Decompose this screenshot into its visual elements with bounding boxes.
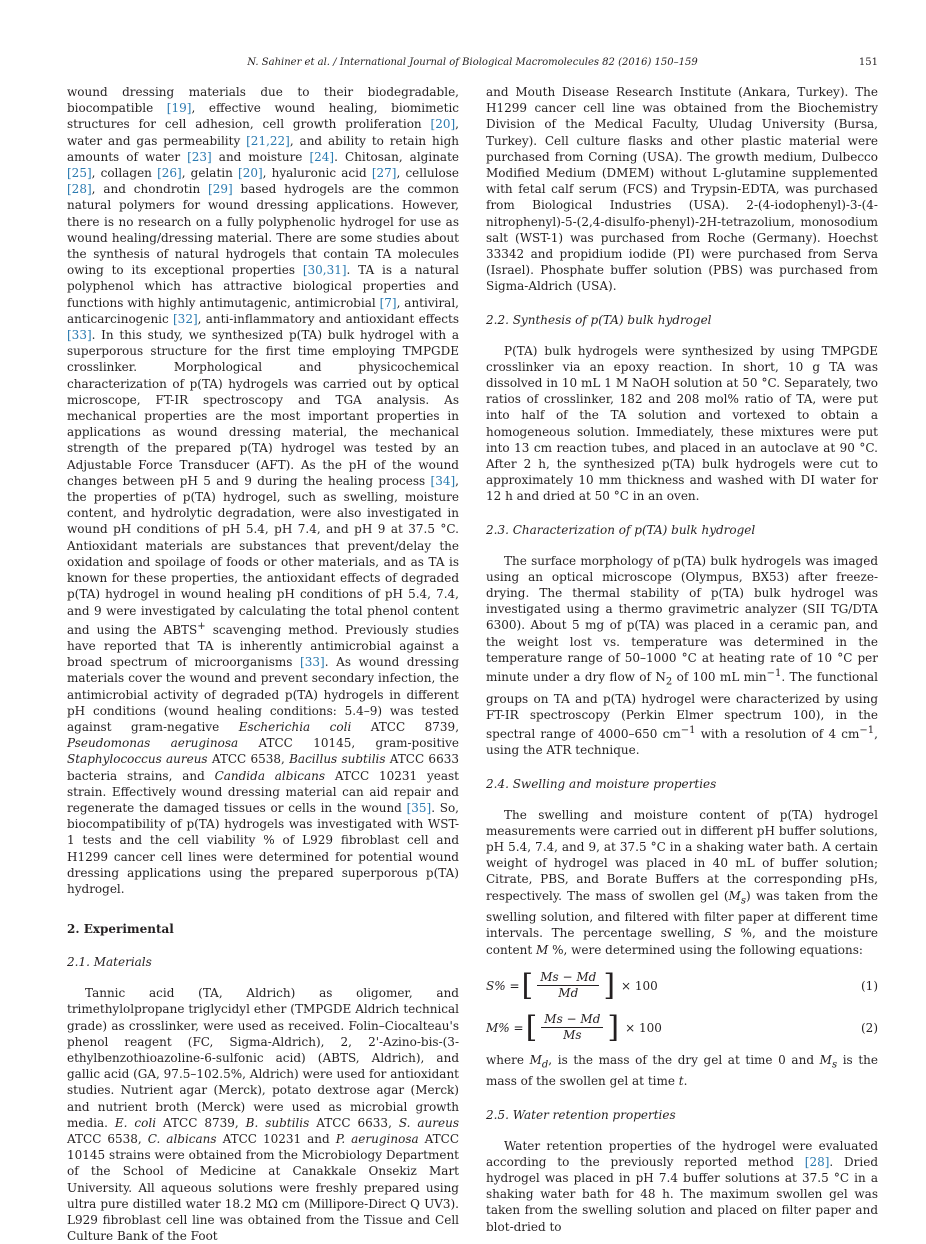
- citation-link[interactable]: [33]: [67, 328, 92, 343]
- citation-link[interactable]: [35]: [406, 800, 432, 815]
- materials-continued-paragraph: and Mouth Disease Research Institute (Ankara, Turkey). The H1299 cancer cell line was obtained from the Biochemistry Division of the Medical Faculty, Uludag University (Bursa, Turkey). Cell culture flasks and other plastic material were purchased from Corning (USA). The growth medium, Dulbecco Modified Medium (DMEM) without L-glutamine supplemented with fetal calf serum (FCS) and Trypsin-EDTA, was purchased from Biological Industries (USA). 2-(4-iodophenyl)-3-(4-nitrophenyl)-5-(2,4-disulfo-phenyl)-2H-tetrazolium, monosodium salt (WST-1) was purchased from Roche (Germany). Hoechst 33342 and propidium iodide (PI) were purchased from Serva (Israel). Phosphate buffer solution (PBS) was purchased from Sigma-Aldrich (USA).: [486, 85, 878, 294]
- equation-denominator: Md: [558, 986, 579, 1001]
- citation-link[interactable]: [7]: [379, 295, 397, 310]
- materials-paragraph: Tannic acid (TA, Aldrich) as oligomer, and trimethylolpropane triglycidyl ether (TMPGDE Aldrich technical grade) as crosslinker, were used as received. Folin–Ciocalteau's phenol reagent (FC, Sigma-Aldrich), 2, 2'-Azino-bis-(3-ethylbenzothioazoline-6-sulfonic acid) (ABTS, Aldrich), and gallic acid (GA, 97.5–102.5%, Aldrich) were used for antioxidant studies. Nutrient agar (Merck), potato dextrose agar (Merck) and nutrient broth (Merck) were used as microbial growth media. E. coli ATCC 8739, B. subtilis ATCC 6633, S. aureus ATCC 6538, C. albicans ATCC 10231 and P. aeruginosa ATCC 10145 strains were obtained from the Microbiology Department of the School of Medicine at Canakkale Onsekiz Mart University. All aqueous solutions were freshly prepared using ultra pure distilled water 18.2 MΩ cm (Millipore-Direct Q UV3). L929 fibroblast cell line was obtained from the Tissue and Cell Culture Bank of the Foot: [67, 986, 460, 1244]
- citation-link[interactable]: [26]: [157, 166, 182, 181]
- equation-explanation: where $M_d$, is the mass of the dry gel at time 0 and $M_s$ is the mass of the swollen gel at time t.: [486, 1052, 878, 1089]
- equation-multiplier: × 100: [625, 1020, 662, 1035]
- swelling-paragraph: The swelling and moisture content of p(TA) hydrogel measurements were carried out in different pH buffer solutions, pH 5.4, 7.4, and 9, at 37.5 °C in a shaking water bath. A certain weight of hydrogel was placed in 40 mL of buffer solution; Citrate, PBS, and Borate Buffers at the corresponding pHs, respectively. The mass of swollen gel $(M_s)$ was taken from the swelling solution, and filtered with filter paper at different time intervals. The percentage swelling, S %, and the moisture content M %, were determined using the following equations:: [486, 807, 878, 957]
- citation-link[interactable]: [29]: [208, 182, 233, 197]
- characterization-paragraph: The surface morphology of p(TA) bulk hydrogels was imaged using an optical microscope (Olympus, BX53) after freeze-drying. The thermal stability of p(TA) bulk hydrogel was investigated using a thermo gravimetric analyzer (SII TG/DTA 6300). About 5 mg of p(TA) was placed in a ceramic pan, and the weight lost vs. temperature was determined in the temperature range of 50–1000 °C at heating rate of 10 °C per minute under a dry flow of $N_2$ of 100 mL $\min^{-1}$. The functional groups on TA and p(TA) hydrogel were characterized by using FT-IR spectroscopy (Perkin Elmer spectrum 100), in the spectral range of 4000–650 $cm^{-1}$ with a resolution of 4 $cm^{-1}$, using the ATR technique.: [486, 553, 878, 758]
- citation-link[interactable]: [30,31]: [302, 263, 347, 278]
- subsection-heading-characterization: 2.3. Characterization of p(TA) bulk hydrogel: [486, 522, 756, 537]
- citation-link[interactable]: [28]: [67, 182, 92, 197]
- citation-link[interactable]: [27]: [371, 166, 397, 181]
- left-column: [67, 84, 459, 1244]
- journal-citation: N. Sahiner et al. / International Journal of Biological Macromolecules 82 (2016) 150–159: [247, 57, 698, 68]
- equation-number: (1): [861, 978, 878, 993]
- equation-numerator: Ms − Md: [537, 970, 599, 986]
- equation-lhs: M% =: [486, 1020, 524, 1035]
- citation-link[interactable]: [34]: [430, 473, 456, 488]
- equation-numerator: Ms − Md: [541, 1012, 603, 1028]
- subsection-heading-water-retention: 2.5. Water retention properties: [486, 1107, 676, 1122]
- running-head: [67, 56, 878, 70]
- citation-link[interactable]: [20]: [238, 166, 263, 181]
- section-heading-experimental: 2. Experimental: [67, 922, 174, 937]
- intro-paragraph: wound dressing materials due to their biodegradable, biocompatible [19], effective wound healing, biomimetic structures for cell adhesion, cell growth proliferation [20], water and gas permeability [21,22], and ability to retain high amounts of water [23] and moisture [24]. Chitosan, alginate [25], collagen [26], gelatin [20], hyaluronic acid [27], cellulose [28], and chondrotin [29] based hydrogels are the common natural polymers for wound dressing applications. However, there is no research on a fully polyphenolic hydrogel for use as wound healing/dressing material. There are some studies about the synthesis of natural hydrogels that contain TA molecules owing to its exceptional properties [30,31]. TA is a natural polyphenol which has attractive biological properties and functions with highly antimutagenic, antimicrobial [7], antiviral, anticarcinogenic [32], anti-inflammatory and antioxidant effects [33]. In this study, we synthesized p(TA) bulk hydrogel with a superporous structure for the first time employing TMPGDE crosslinker. Morphological and physicochemical characterization of p(TA) hydrogels was carried out by optical microscope, FT-IR spectroscopy and TGA analysis. As mechanical properties are the most important properties in applications as wound dressing material, the mechanical strength of the prepared p(TA) hydrogel was tested by an Adjustable Force Transducer (AFT). As the pH of the wound changes between pH 5 and 9 during the healing process [34], the properties of p(TA) hydrogel, such as swelling, moisture content, and hydrolytic degradation, were also investigated in wound pH conditions of pH 5.4, pH 7.4, and pH 9 at 37.5 °C. Antioxidant materials are substances that prevent/delay the oxidation and spoilage of foods or other materials, and as TA is known for these properties, the antioxidant effects of degraded p(TA) hydrogel in wound healing pH conditions of pH 5.4, 7.4, and 9 were investigated by calculating the total phenol content and using the ABTS+ scavenging method. Previously studies have reported that TA is inherently antimicrobial against a broad spectrum of microorganisms [33]. As wound dressing materials cover the wound and prevent secondary infection, the antimicrobial activity of degraded p(TA) hydrogels in different pH conditions (wound healing conditions: 5.4–9) was tested against gram-negative Escherichia coli ATCC 8739, Pseudomonas aeruginosa ATCC 10145, gram-positive Staphylococcus aureus ATCC 6538, Bacillus subtilis ATCC 6633 bacteria strains, and Candida albicans ATCC 10231 yeast strain. Effectively wound dressing material can aid repair and regenerate the damaged tissues or cells in the wound [35]. So, biocompatibility of p(TA) hydrogels was investigated with WST-1 tests and the cell viability % of L929 fibroblast cell and H1299 cancer cell lines were determined for potential wound dressing applications using the prepared superporous p(TA) hydrogel.: [67, 85, 460, 896]
- equation-2: M% = [ $\frac{Ms - Md}{Ms}$ ] × 100 (2): [486, 1009, 878, 1045]
- water-retention-paragraph: Water retention properties of the hydrogel were evaluated according to the previously reported method [28]. Dried hydrogel was placed in pH 7.4 buffer solutions at 37.5 °C in a shaking water bath for 48 h. The maximum swollen gel was taken from the swelling solution and placed on filter paper and blot-dried to: [486, 1138, 878, 1234]
- subsection-heading-synthesis: 2.2. Synthesis of p(TA) bulk hydrogel: [486, 312, 712, 327]
- page-number: 151: [858, 57, 878, 68]
- subsection-heading-swelling: 2.4. Swelling and moisture properties: [486, 776, 717, 791]
- citation-link[interactable]: [25]: [67, 166, 92, 181]
- citation-link[interactable]: [33]: [300, 655, 325, 670]
- equation-multiplier: × 100: [621, 978, 658, 993]
- equation-1: S% = [ $\frac{Ms - Md}{Md}$ ] × 100 (1): [486, 967, 878, 1003]
- right-column: [486, 84, 878, 1235]
- citation-link[interactable]: [21,22]: [246, 133, 290, 148]
- citation-link[interactable]: [23]: [187, 149, 212, 164]
- citation-link[interactable]: [19]: [166, 101, 192, 116]
- citation-link[interactable]: [32]: [173, 311, 198, 326]
- citation-link[interactable]: [24]: [309, 149, 335, 164]
- synthesis-paragraph: P(TA) bulk hydrogels were synthesized by using TMPGDE crosslinker via an epoxy reaction. In short, 10 g TA was dissolved in 10 mL 1 M NaOH solution at 50 °C. Separately, two ratios of crosslinker, 182 and 208 mol% ratio of TA, were put into half of the TA solution and vortexed to obtain a homogeneous solution. Immediately, these mixtures were put into 13 cm reaction tubes, and placed in an autoclave at 90 °C. After 2 h, the synthesized p(TA) bulk hydrogels were cut to approximately 10 mm thickness and washed with DI water for 12 h and dried at 50 °C in an oven.: [486, 343, 878, 504]
- equation-number: (2): [861, 1020, 878, 1035]
- citation-link[interactable]: [28]: [804, 1154, 830, 1169]
- subsection-heading-materials: 2.1. Materials: [67, 955, 152, 970]
- equation-lhs: S% =: [486, 978, 520, 993]
- citation-link[interactable]: [20]: [430, 117, 456, 132]
- equation-denominator: Ms: [563, 1028, 582, 1043]
